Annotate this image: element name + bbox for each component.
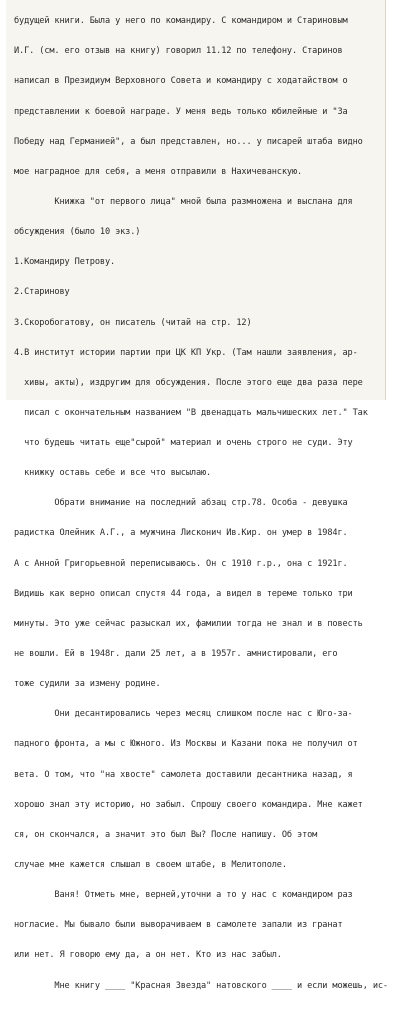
text-line: падного фронта, а мы с Южного. Из Москвы и Казани пока не получил от bbox=[14, 739, 358, 750]
text-line: Они десантировались через месяц слишком после нас с Юго-за- bbox=[14, 709, 353, 720]
text-line: не вошли. Ей в 1948г. дали 25 лет, а в 1957г. амнистировали, его bbox=[14, 649, 338, 660]
paper-sheet bbox=[6, 0, 388, 991]
text-line: 2.Старинову bbox=[14, 287, 70, 298]
text-line: будущей книги. Была у него по командиру. С командиром и Стариновым bbox=[14, 16, 348, 27]
text-line: мое наградное для себя, а меня отправили в Нахичеванскую. bbox=[14, 166, 303, 177]
text-line: обсуждения (было 10 экз.) bbox=[14, 227, 141, 238]
text-line: И.Г. (см. его отзыв на книгу) говорил 11.12 по телефону. Старинов bbox=[14, 46, 343, 57]
text-line: хорошо знал эту историю, но забыл. Спрошу своего командира. Мне кажет bbox=[14, 799, 363, 810]
text-line: 3.Скоробогатову, он писатель (читай на стр. 12) bbox=[14, 317, 252, 328]
text-line: что будешь читать еще"сырой" материал и очень строго не суди. Эту bbox=[14, 438, 353, 449]
text-line: или нет. Я говорю ему да, а он нет. Кто из нас забыл. bbox=[14, 950, 282, 961]
text-line: минуты. Это уже сейчас разыскал их, фамилии тогда не знал и в повесть bbox=[14, 618, 363, 629]
text-line: А с Анной Григорьевной переписываюсь. Он с 1910 г.р., она с 1921г. bbox=[14, 558, 348, 569]
text-line: Книжка "от первого лица" мной была размножена и выслана для bbox=[14, 196, 353, 207]
text-line: Видишь как верно описал спустя 44 года, а видел в тереме только три bbox=[14, 588, 353, 599]
text-line: Обрати внимание на последний абзац стр.78. Особа - девушка bbox=[14, 498, 348, 509]
text-line: ся, он скончался, а значит это был Вы? После напишу. Об этом bbox=[14, 829, 318, 840]
text-line: писал с окончательным названием "В двенадцать мальчишеских лет." Так bbox=[14, 407, 368, 418]
typewritten-letter-body bbox=[14, 0, 388, 1011]
text-line: написал в Президиум Верховного Совета и командиру с ходатайством о bbox=[14, 76, 348, 87]
text-line: тоже судили за измену родине. bbox=[14, 679, 161, 690]
text-line: книжку оставь себе и все что высылаю. bbox=[14, 468, 212, 479]
text-line: вета. О том, что "на хвосте" самолета доставили десантника назад, я bbox=[14, 769, 353, 780]
text-line: ногласие. Мы бывало были выворачиваем в самолете запали из гранат bbox=[14, 920, 343, 931]
text-line: 1.Командиру Петрову. bbox=[14, 257, 116, 268]
text-line: представлении к боевой награде. У меня ведь только юбилейные и "За bbox=[14, 106, 348, 117]
text-line: Мне книгу ____ "Красная Звезда" натовского ____ и если можешь, ис- bbox=[14, 980, 388, 991]
text-line: Победу над Германией", а был представлен, но... у писарей штаба видно bbox=[14, 136, 363, 147]
text-line: 4.В институт истории партии при ЦК КП Укр. (Там нашли заявления, ар- bbox=[14, 347, 358, 358]
text-line: случае мне кажется слышал в своем штабе, в Мелитополе. bbox=[14, 860, 287, 871]
text-line: радистка Олейник А.Г., а мужчина Лисконич Ив.Кир. он умер в 1984г. bbox=[14, 528, 348, 539]
text-line: Ваня! Отметь мне, верней,уточни а то у нас с командиром раз bbox=[14, 890, 353, 901]
text-line: хивы, акты), издругим для обсуждения. После этого еще два раза пере bbox=[14, 377, 363, 388]
